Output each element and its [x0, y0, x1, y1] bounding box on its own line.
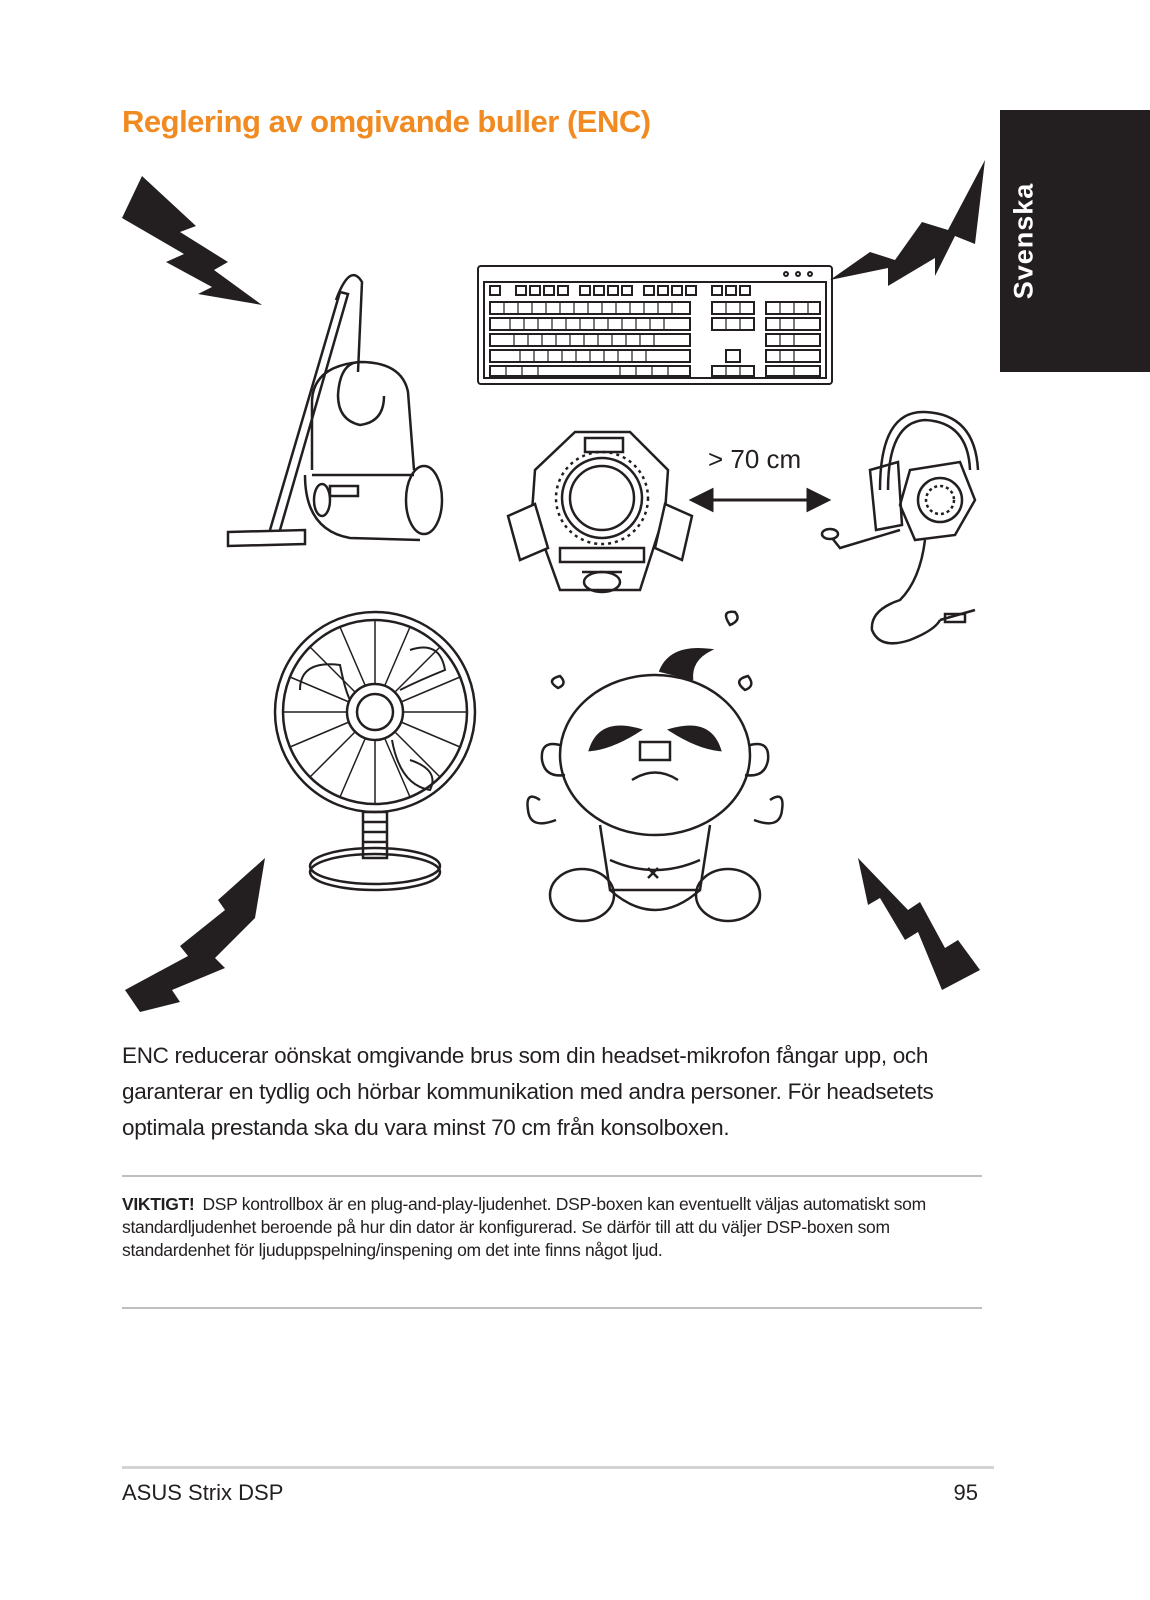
- body-paragraph: ENC reducerar oönskat omgivande brus som din headset-mikrofon fångar upp, och garanterar en tydlig och hörbar kommunikation med andra personer. För headsetets optimala prestanda ska du vara minst 70 cm från konsolboxen.: [122, 1043, 934, 1140]
- vacuum-cleaner-icon: [228, 275, 442, 546]
- dsp-control-box-icon: [508, 432, 692, 592]
- distance-arrow: [692, 490, 828, 510]
- footer-product: ASUS Strix DSP: [122, 1480, 284, 1505]
- headset-icon: [822, 412, 978, 643]
- lightning-bolt-icon: [125, 858, 265, 1012]
- note-text: DSP kontrollbox är en plug-and-play-ljudenhet. DSP-boxen kan eventuellt väljas automatiskt som standardljudenhet beroende på hur din dator är konfigurerad. Se därför till att du väljer DSP-boxen som standardenhet för ljuduppspelning/inspening om det inte finns något ljud.: [122, 1194, 926, 1260]
- lightning-bolt-icon: [122, 176, 262, 305]
- lightning-bolt-icon: [830, 160, 985, 286]
- crying-baby-icon: [528, 612, 783, 921]
- divider: [122, 1175, 982, 1177]
- desk-fan-icon: [275, 612, 475, 890]
- page-number: 95: [953, 1480, 978, 1505]
- important-note: [122, 1193, 992, 1262]
- divider: [122, 1307, 982, 1309]
- note-label: VIKTIGT!: [122, 1194, 195, 1214]
- distance-label: > 70 cm: [708, 444, 802, 474]
- lightning-bolt-icon: [858, 858, 980, 990]
- footer-divider: [122, 1466, 994, 1469]
- language-tab-label: Svenska: [1008, 182, 1039, 300]
- page-title: Reglering av omgivande buller (ENC): [122, 104, 651, 139]
- keyboard-icon: [478, 266, 832, 384]
